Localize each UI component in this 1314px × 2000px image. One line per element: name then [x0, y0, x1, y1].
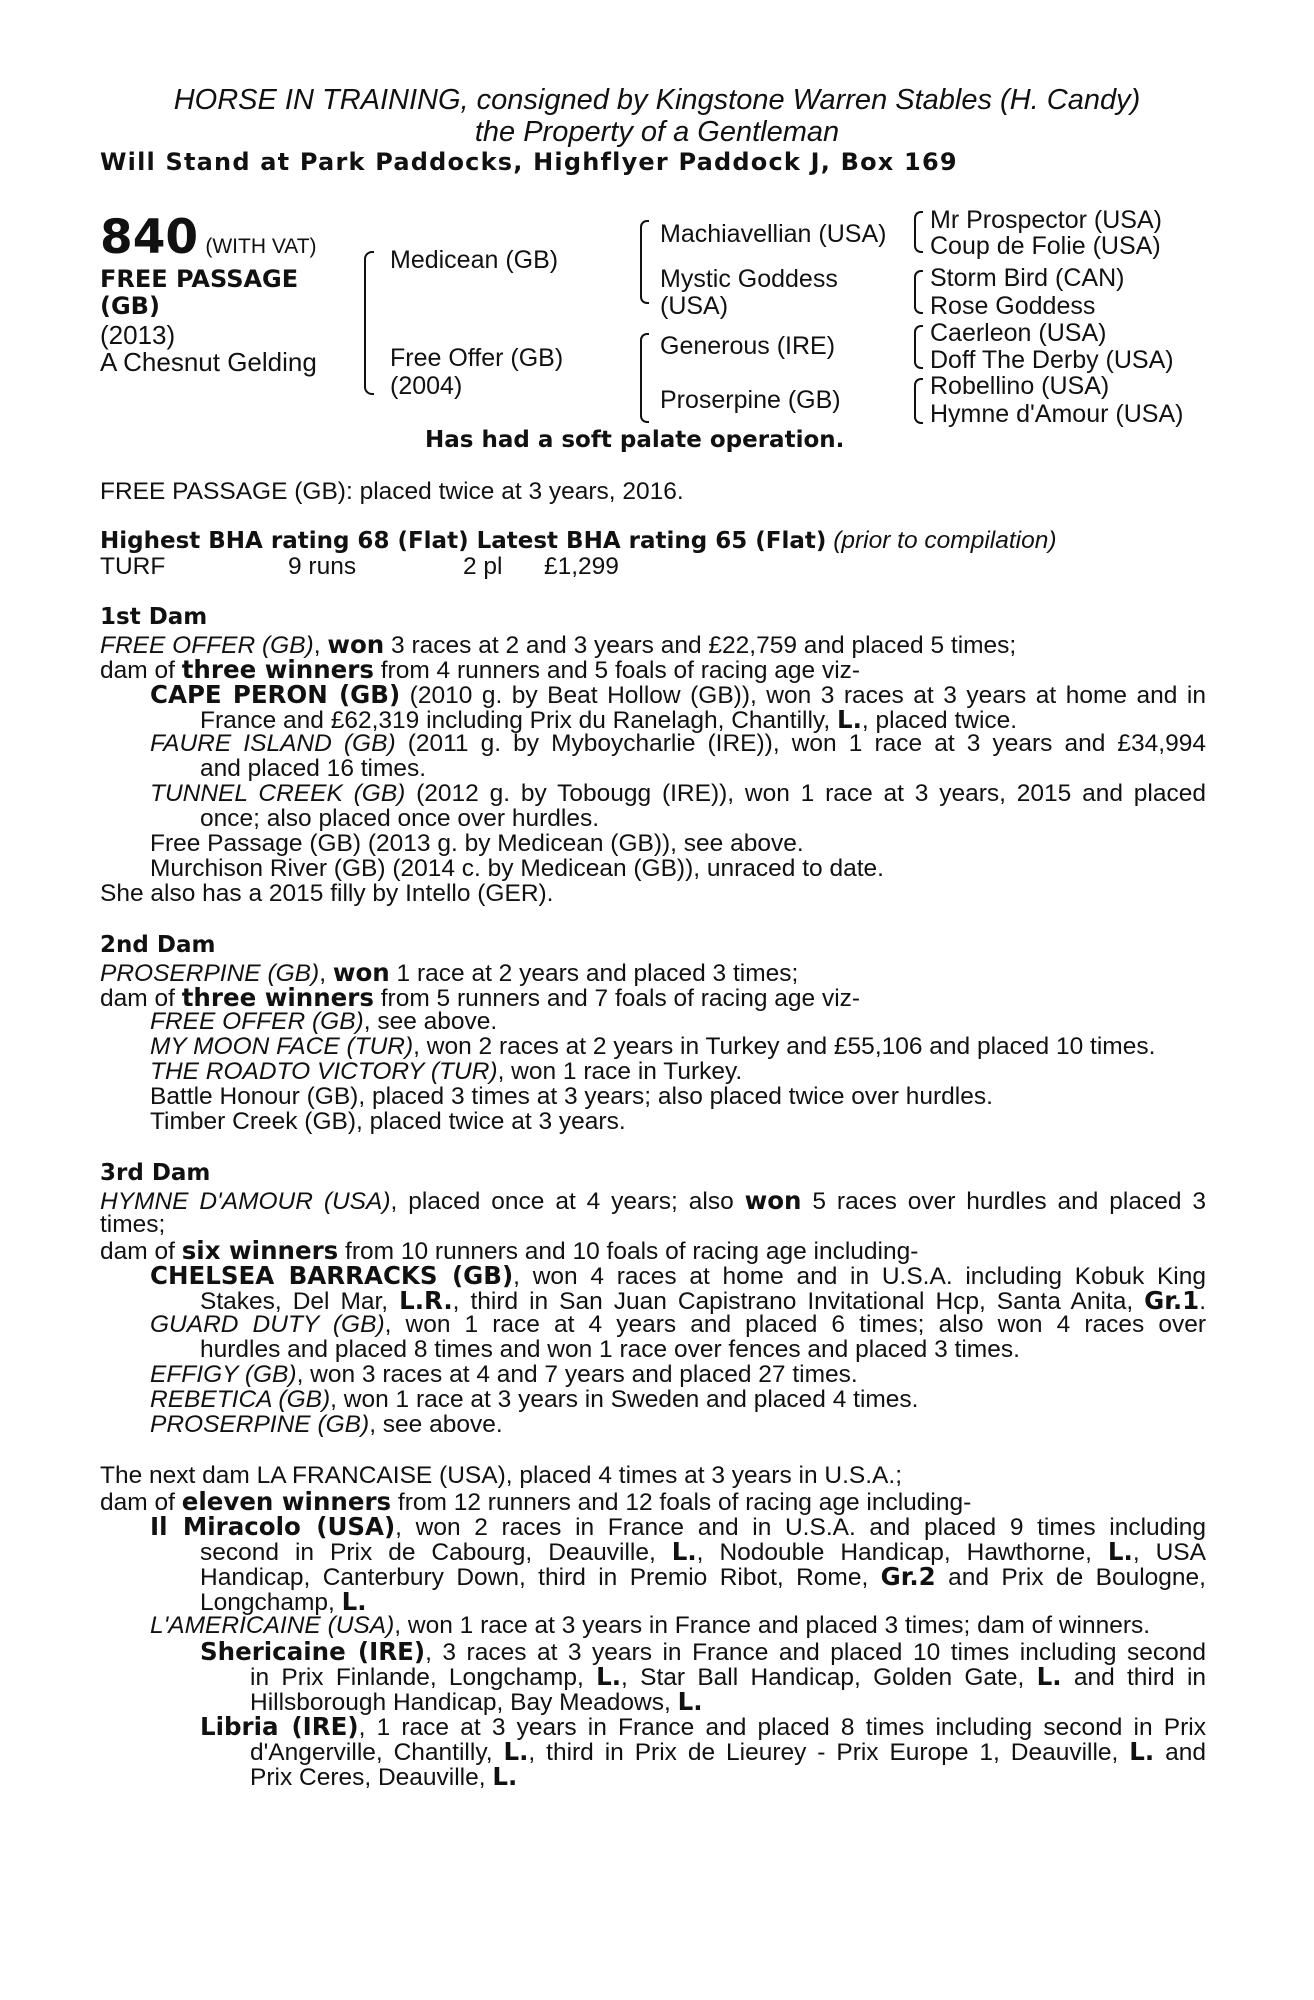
- first-dam-foal-note: She also has a 2015 filly by Intello (GER).: [100, 880, 554, 907]
- lot-number: 840: [100, 210, 199, 265]
- first-dam-progeny-2: FAURE ISLAND (GB) (2011 g. by Myboycharlie (IRE)), won 1 race at 3 years and £34,994: [150, 730, 1206, 757]
- pedigree-brace-sire: [640, 220, 649, 304]
- first-dam-progeny-4: Free Passage (GB) (2013 g. by Medicean (GB)), see above.: [150, 830, 804, 857]
- second-dam-produce: dam of three winners from 5 runners and 7 foals of racing age viz-: [100, 983, 861, 1012]
- pedigree-sire-dam-origin: (USA): [660, 292, 729, 320]
- bha-rating-line: [100, 527, 1057, 555]
- pedigree-dam-dam: Proserpine (GB): [660, 386, 841, 414]
- pedigree-brace-dam: [640, 333, 649, 423]
- pedigree-sire-sire: Machiavellian (USA): [660, 220, 887, 248]
- next-dam-produce: dam of eleven winners from 12 runners and 12 foals of racing age including-: [100, 1487, 972, 1516]
- pedigree-brace-g1: [914, 211, 923, 253]
- grandprogeny-1: Shericaine (IRE), 3 races at 3 years in France and placed 10 times including second: [200, 1637, 1206, 1666]
- pedigree-dam: Free Offer (GB): [390, 344, 564, 372]
- rating-note: (prior to compilation): [833, 527, 1057, 554]
- race-summary: FREE PASSAGE (GB): placed twice at 3 years, 2016.: [100, 478, 684, 505]
- next-dam-record: The next dam LA FRANCAISE (USA), placed 4 times at 3 years in U.S.A.;: [100, 1462, 903, 1489]
- vat-label: (WITH VAT): [205, 235, 317, 258]
- first-dam-progeny-1: CAPE PERON (GB) (2010 g. by Beat Hollow (GB)), won 3 races at 3 years at home and in: [150, 680, 1206, 709]
- pedigree-gg2: Coup de Folie (USA): [930, 232, 1161, 260]
- second-dam-progeny-4: Battle Honour (GB), placed 3 times at 3 years; also placed twice over hurdles.: [150, 1083, 993, 1110]
- pedigree-brace-main: [364, 251, 374, 395]
- grandprogeny-2-cont-2: Prix Ceres, Deauville, L.: [250, 1762, 518, 1791]
- pedigree-gg7: Robellino (USA): [930, 372, 1110, 400]
- pedigree-gg1: Mr Prospector (USA): [930, 206, 1162, 234]
- pedigree-gg5: Caerleon (USA): [930, 319, 1107, 347]
- third-dam-produce: dam of six winners from 10 runners and 10 foals of racing age including-: [100, 1236, 919, 1265]
- bha-ratings: Highest BHA rating 68 (Flat) Latest BHA rating 65 (Flat): [100, 528, 827, 554]
- third-dam-progeny-3: EFFIGY (GB), won 3 races at 4 and 7 years and placed 27 times.: [150, 1361, 858, 1388]
- third-dam-progeny-5: PROSERPINE (GB), see above.: [150, 1411, 503, 1438]
- first-dam-record: FREE OFFER (GB), won 3 races at 2 and 3 years and £22,759 and placed 5 times;: [100, 630, 1017, 659]
- stand-location: Will Stand at Park Paddocks, Highflyer Paddock J, Box 169: [100, 148, 958, 176]
- first-dam-progeny-1-cont: France and £62,319 including Prix du Ranelagh, Chantilly, L., placed twice.: [200, 705, 1018, 734]
- turf-runs: 9 runs: [288, 553, 357, 580]
- grandprogeny-2: Libria (IRE), 1 race at 3 years in France and placed 8 times including second in Prix: [200, 1712, 1206, 1741]
- lot-number-line: [100, 210, 317, 265]
- grandprogeny-1-cont-1: in Prix Finlande, Longchamp, L., Star Ball Handicap, Golden Gate, L. and third in: [250, 1662, 1207, 1691]
- next-dam-progeny-1: Il Miracolo (USA), won 2 races in France and in U.S.A. and placed 9 times including: [150, 1512, 1207, 1541]
- consignment-line: HORSE IN TRAINING, consigned by Kingstone Warren Stables (H. Candy): [173, 84, 1141, 116]
- third-dam-progeny-2-cont: hurdles and placed 8 times and won 1 race over fences and placed 3 times.: [200, 1336, 1020, 1363]
- property-line: the Property of a Gentleman: [474, 116, 840, 148]
- foaling-year: (2013): [100, 320, 176, 350]
- second-dam-heading: 2nd Dam: [100, 932, 216, 958]
- third-dam-progeny-1: CHELSEA BARRACKS (GB), won 4 races at home and in U.S.A. including Kobuk King: [150, 1261, 1206, 1290]
- first-dam-heading: 1st Dam: [100, 604, 208, 630]
- second-dam-record: PROSERPINE (GB), won 1 race at 2 years and placed 3 times;: [100, 958, 799, 987]
- second-dam-progeny-5: Timber Creek (GB), placed twice at 3 years.: [150, 1108, 626, 1135]
- third-dam-progeny-1-cont: Stakes, Del Mar, L.R., third in San Juan Capistrano Invitational Hcp, Santa Anita, Gr.1.: [200, 1286, 1206, 1315]
- third-dam-heading: 3rd Dam: [100, 1160, 211, 1186]
- horse-description: A Chesnut Gelding: [100, 347, 317, 377]
- turf-placed: 2 pl: [463, 553, 503, 580]
- second-dam-progeny-3: THE ROADTO VICTORY (TUR), won 1 race in Turkey.: [150, 1058, 743, 1085]
- first-dam-progeny-5: Murchison River (GB) (2014 c. by Medicean (GB)), unraced to date.: [150, 855, 884, 882]
- pedigree-gg4: Rose Goddess: [930, 292, 1096, 320]
- next-dam-progeny-1-cont-1: second in Prix de Cabourg, Deauville, L., Nodouble Handicap, Hawthorne, L., USA: [200, 1537, 1206, 1566]
- turf-surface: TURF: [100, 553, 166, 580]
- pedigree-gg3: Storm Bird (CAN): [930, 264, 1125, 292]
- first-dam-progeny-3: TUNNEL CREEK (GB) (2012 g. by Tobougg (IRE)), won 1 race at 3 years, 2015 and placed: [150, 780, 1206, 807]
- veterinary-note: Has had a soft palate operation.: [425, 427, 845, 453]
- pedigree-gg6: Doff The Derby (USA): [930, 346, 1174, 374]
- third-dam-progeny-4: REBETICA (GB), won 1 race at 3 years in Sweden and placed 4 times.: [150, 1386, 919, 1413]
- second-dam-progeny-2: MY MOON FACE (TUR), won 2 races at 2 years in Turkey and £55,106 and placed 10 times.: [150, 1033, 1156, 1060]
- turf-earnings: £1,299: [544, 553, 619, 580]
- pedigree-sire: Medicean (GB): [390, 246, 559, 274]
- pedigree-dam-sire: Generous (IRE): [660, 332, 836, 360]
- pedigree-brace-g3: [914, 325, 923, 369]
- grandprogeny-2-cont-1: d'Angerville, Chantilly, L., third in Prix de Lieurey - Prix Europe 1, Deauville, L. and: [250, 1737, 1206, 1766]
- pedigree-brace-g2: [914, 270, 923, 314]
- third-dam-progeny-2: GUARD DUTY (GB), won 1 race at 4 years and placed 6 times; also won 4 races over: [150, 1311, 1206, 1338]
- pedigree-gg8: Hymne d'Amour (USA): [930, 400, 1184, 428]
- grandprogeny-1-cont-2: Hillsborough Handicap, Bay Meadows, L.: [250, 1687, 703, 1716]
- pedigree-sire-dam: Mystic Goddess: [660, 265, 838, 293]
- next-dam-progeny-1-cont-3: Longchamp, L.: [200, 1587, 367, 1616]
- horse-origin: (GB): [100, 292, 160, 320]
- first-dam-progeny-3-cont: once; also placed once over hurdles.: [200, 805, 600, 832]
- horse-name: FREE PASSAGE: [100, 265, 299, 293]
- first-dam-produce: dam of three winners from 4 runners and 5 foals of racing age viz-: [100, 655, 861, 684]
- next-dam-progeny-1-cont-2: Handicap, Canterbury Down, third in Premio Ribot, Rome, Gr.2 and Prix de Boulogne,: [200, 1562, 1206, 1591]
- next-dam-progeny-2: L'AMERICAINE (USA), won 1 race at 3 years in France and placed 3 times; dam of winners.: [150, 1612, 1151, 1639]
- first-dam-progeny-2-cont: and placed 16 times.: [200, 755, 427, 782]
- pedigree-brace-g4: [914, 378, 923, 424]
- third-dam-record: HYMNE D'AMOUR (USA), placed once at 4 years; also won 5 races over hurdles and placed 3: [100, 1186, 1206, 1215]
- pedigree-dam-year: (2004): [390, 372, 463, 400]
- third-dam-record-cont: times;: [100, 1211, 166, 1238]
- second-dam-progeny-1: FREE OFFER (GB), see above.: [150, 1008, 498, 1035]
